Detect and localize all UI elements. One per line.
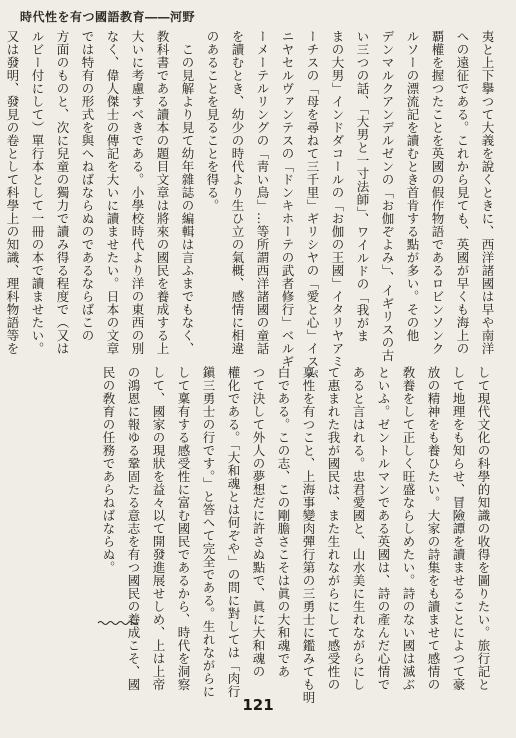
text-line: を讀むとき、幼少の時代より生ひ立の氣概、感情に相違 (230, 30, 245, 355)
text-line: といふ。ゼントルマンである英國は、詩の產んだ心情で (376, 366, 391, 691)
text-line: この見解より見て幼年雜誌の編輯は言ふまでもなく、 (180, 30, 195, 355)
text-line: 夷と上下擧つて大義を說くときに、西洋諸國は早や南洋 (480, 30, 495, 355)
text-line: 民の敎育の任務であらねばならぬ。 (101, 366, 116, 574)
text-line: の鴻恩に報ゆる鞏固たる意志を有つ國民の養成こそ、國 (126, 366, 141, 691)
text-line: まの大男」インドダコールの「お伽の王國」イタリヤアミ (330, 30, 345, 368)
text-line: 覇權を握つたことを英國の假作物語であるロビンソンク (430, 30, 445, 355)
text-line: い三つの話、「大男と一寸法師」、ワイルドの「我がま (355, 30, 370, 343)
text-line: 方面のものと、次に兒童の獨力で讀み得る程度で（又は (55, 30, 70, 355)
text-line: ーメーテルリングの「靑い鳥」…等所謂西洋諸國の童話 (255, 30, 270, 355)
text-line: デンマルクアンデルゼンの「お伽ぞよみ」、イギリスの古 (380, 30, 395, 362)
text-line: て惠まれた我が國民は、また生れながらにして感受性の (326, 366, 341, 691)
text-line: ニヤセルヴァンテスの「ドンキホーテの武者修行」ベルギ (280, 30, 295, 368)
text-line: 教科書である讀本の題目文章は將來の國民を養成する上 (155, 30, 170, 355)
text-line: 鎭三勇士の行です。」と答へて完全である。生れながらに (201, 366, 216, 698)
text-line: して稟有する感受性に富む國民であるから、時代を洞察 (176, 366, 191, 691)
text-line: 大いに考慮すべきである。小學校時代より洋の東西の別 (130, 30, 145, 355)
text-line: 又は發明、發見の卷として科學上の知識、理科物語等を (5, 30, 20, 355)
text-line: ルソーの漂流記を讀むとき首肯する點が多い。その他 (405, 30, 420, 342)
running-head: 時代性を有つ國語教育――河野 (20, 10, 196, 24)
text-line: 敎養をして正しく旺盛ならしめたい。詩のない國は滅ぶ (401, 366, 416, 691)
text-line: 稟性を有つこと、上海事變肉彈行第の三勇士に鑑みても明 (301, 366, 316, 704)
bottom-text-block (101, 366, 496, 704)
text-line: 白である。この志、この剛膽さこそは眞の大和魂であ (276, 366, 291, 678)
text-line: 權化である。「大和魂とは何ぞや」の問に對しては「肉行 (226, 366, 241, 698)
wavy-divider (98, 620, 138, 626)
text-line: あると言はれる。忠君愛國と、山水美に生れながらにし (351, 366, 366, 691)
text-line: のあることを見ることを得る。 (205, 30, 220, 212)
text-line: つて決して外人の夢想だに許さぬ點で、眞に大和魂の (251, 366, 266, 678)
text-line: ーチスの「母を尋ねて三千里」ギリシヤの「愛と心」イスパ (305, 30, 320, 381)
text-line: して地理をも知らせ、冒險譚を讀ませることによつて豪 (451, 366, 466, 691)
text-line: して、國家の現狀を益々以て開發進展せしめ、上は上帝 (151, 366, 166, 691)
text-line: では特有の形式を與へねばならぬのであるならばこの (80, 30, 95, 342)
top-text-block (5, 30, 500, 381)
page-number: 121 (242, 696, 274, 714)
text-line: ルビー付にして）單行本として一冊の本で讀ませたい。 (30, 30, 45, 355)
text-line: への遠征である。これから見ても、英國が早くも海上の (455, 30, 470, 355)
text-line: して現代文化の科學的知識の收得を圖りたい。旅行記と (476, 366, 491, 691)
text-line: 放の精神をも養ひたい。大家の詩集をも讀ませて感情の (426, 366, 441, 691)
text-line: なく、偉人傑士の傳記を大いに讀ませたい。日本の文章 (105, 30, 120, 355)
